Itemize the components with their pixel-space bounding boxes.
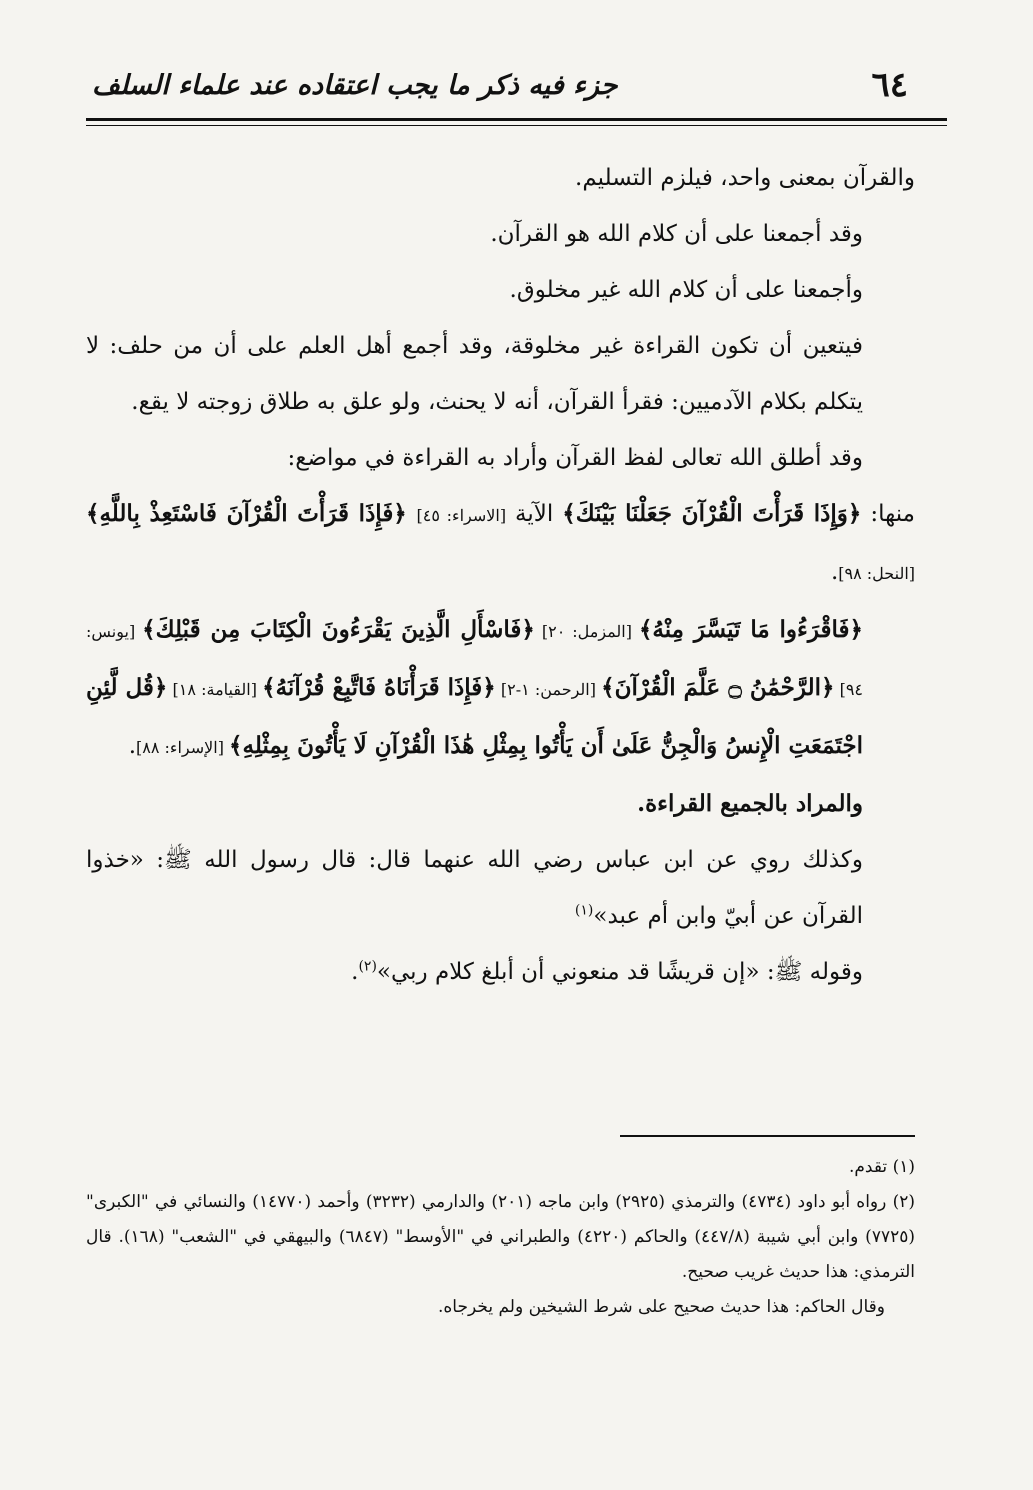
hadith-paragraph	[86, 944, 915, 1000]
quran-verse: ﴿قُل لَّئِنِ اجْتَمَعَتِ الْإِنسُ وَالْجِنُّ عَلَىٰ أَن يَأْتُوا بِمِثْلِ هَٰذَا الْقُرْآنِ لَا يَأْتُونَ بِمِثْلِهِ﴾	[86, 674, 863, 759]
paragraph: وأجمعنا على أن كلام الله غير مخلوق.	[509, 277, 863, 303]
page-number: ٦٤	[871, 65, 908, 105]
period: .	[351, 959, 359, 985]
verse-reference: [يونس: ٩٤]	[86, 622, 864, 699]
verses-paragraph	[86, 486, 915, 602]
footnotes	[86, 1150, 915, 1325]
footnote: (٢) رواه أبو داود (٤٧٣٤) والترمذي (٢٩٢٥) وابن ماجه (٢٠١) والدارمي (٣٢٣٢) وأحمد (١٤٧٧٠) والنسائي في "الكبرى" (٧٧٢٥) وابن أبي شيبة (٤٤٧/٨) والحاكم (٤٢٢٠) والطبراني في "الأوسط" (٦٨٤٧) والبيهقي في "الشعب" (١٦٨). قال الترمذي: هذا حديث غريب صحيح.	[86, 1192, 916, 1282]
verse-reference: [الاسراء: ٤٥]	[416, 506, 507, 525]
period: .	[830, 559, 839, 585]
quran-verse: ﴿الرَّحْمَٰنُ ۝ عَلَّمَ الْقُرْآنَ﴾	[601, 674, 835, 701]
paragraph: وقد أطلق الله تعالى لفظ القرآن وأراد به القراءة في مواضع:	[287, 445, 863, 471]
quran-verse: ﴿فَاقْرَءُوا مَا تَيَسَّرَ مِنْهُ﴾	[638, 616, 863, 643]
footnote-marker: (١)	[574, 902, 594, 919]
verses-paragraph	[86, 602, 915, 776]
verse-reference: [المزمل: ٢٠]	[534, 622, 639, 641]
quran-verse: ﴿فَإِذَا قَرَأْتَ الْقُرْآنَ فَاسْتَعِذْ بِاللَّهِ﴾	[86, 500, 417, 527]
quran-verse: ﴿وَإِذَا قَرَأْتَ الْقُرْآنَ جَعَلْنَا بَيْنَكَ﴾	[562, 500, 862, 527]
footnote: وقال الحاكم: هذا حديث صحيح على شرط الشيخين ولم يخرجاه.	[438, 1297, 885, 1317]
footnote-separator	[620, 1135, 915, 1137]
header-rule-thin	[86, 125, 947, 126]
main-text	[86, 150, 915, 1000]
hadith-paragraph	[86, 832, 915, 944]
quran-verse: ﴿فَإِذَا قَرَأْنَاهُ فَاتَّبِعْ قُرْآنَهُ﴾	[262, 674, 496, 701]
page-header	[92, 60, 908, 110]
verse-reference: [النحل: ٩٨]	[838, 564, 915, 583]
verse-reference: [الرحمن: ١-٢]	[495, 680, 602, 699]
paragraph: فيتعين أن تكون القراءة غير مخلوقة، وقد أجمع أهل العلم على أن من حلف: لا يتكلم بكلام الآدميين: فقرأ القرآن، أنه لا يحنث، ولو علق به طلاق زوجته لا يقع.	[86, 333, 863, 415]
running-title: جزء فيه ذكر ما يجب اعتقاده عند علماء السلف	[92, 69, 618, 101]
verse-suffix: الآية	[506, 501, 563, 527]
verse-reference: [القيامة: ١٨]	[167, 680, 263, 699]
paragraph: وقد أجمعنا على أن كلام الله هو القرآن.	[490, 221, 863, 247]
paragraph: والقرآن بمعنى واحد، فيلزم التسليم.	[575, 165, 915, 191]
footnote: (١) تقدم.	[848, 1157, 915, 1177]
period: .	[128, 733, 136, 759]
hadith-text: وقوله ﷺ: «إن قريشًا قد منعوني أن أبلغ كلام ربي»	[376, 959, 863, 985]
quran-verse: ﴿فَاسْأَلِ الَّذِينَ يَقْرَءُونَ الْكِتَابَ مِن قَبْلِكَ﴾	[142, 616, 535, 643]
footnote-marker: (٢)	[358, 958, 377, 975]
verses-lead: منها:	[861, 501, 915, 527]
conclusion: والمراد بالجميع القراءة.	[637, 790, 863, 817]
verse-reference: [الإسراء: ٨٨]	[136, 738, 230, 757]
header-rule-thick	[86, 118, 947, 121]
hadith-text: وكذلك روي عن ابن عباس رضي الله عنهما قال: قال رسول الله ﷺ: «خذوا القرآن عن أبيّ وابن أم عبد»	[86, 847, 863, 929]
